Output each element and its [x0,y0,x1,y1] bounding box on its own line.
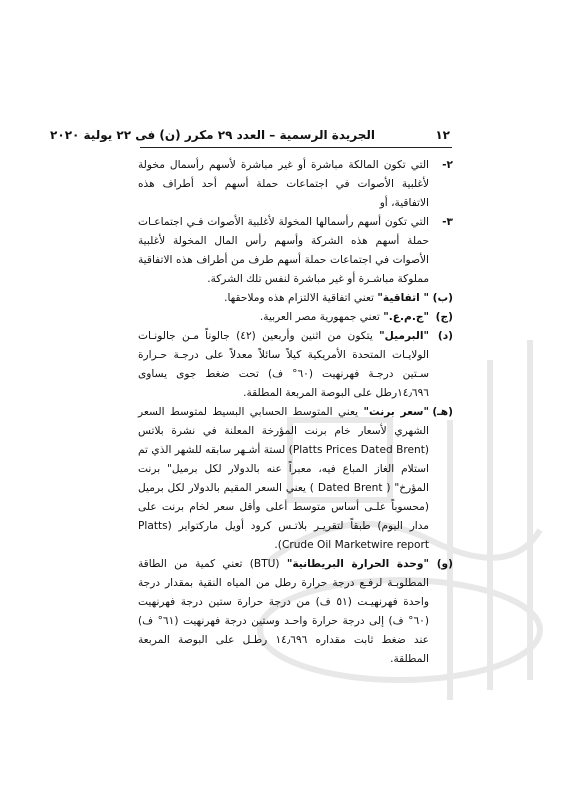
definition-item [138,555,453,669]
definition-item [138,403,453,555]
list-item [138,213,453,289]
item-text: يتكون من اثنين وأربعين (٤٢) جالوناً مـن جالونـات الولايـات المتحدة الأمريكية كيلاً سائلاً معدلاً على درجـة حـرارة سـتين درجـة فهرنهيت (٦٠° ف) تحت ضغط جوى يساوى ١٤٫٦٩٦رطل على البوصة المربعة المطلقة. [138,330,430,399]
definition-item [138,289,453,308]
item-text: يعني المتوسط الحسابي البسيط لمتوسط السعر الشهري لأسعار خام برنت المؤرخة المعلنة في نشرة بلاتس (Platts Prices Dated Brent) لستة أشـهر سابقه للشهر الذي تم استلام الغاز المباع فيه، معبراً عنه بالدولار لكل برميل" برنت المؤرخ" ( Dated Brent ) يعني السعر المقيم بالدولار لكل برميل (محسوباً علـى أساس متوسط أعلى وأقل سعر لخام برنت على مدار اليوم) طبقاً لتقريـر بلاتـس كرود أويل ماركتواير (Platts Crude Oil Marketwire report). [138,406,430,551]
item-text: (BTU) تعني كمية من الطاقة المطلوبـة لرفـع درجة حرارة رطل من المياه النقية بمقدار درجة واحدة فهرنهيـت (٥١ ف) من درجة حرارة ستين درجة فهرنهيت (٦٠° ف) إلى درجة حرارة واحـد وستين درجة فهرنهيت (٦١° ف) عند ضغط ثابت مقداره ١٤٫٦٩٦ رطـل على البوصة المربعة المطلقة. [138,558,429,665]
list-item [138,156,453,213]
item-marker: ٣- [442,216,453,228]
defined-term: "وحدة الحرارة البريطانية" [286,558,429,570]
defined-term: "البرميل" [379,330,429,342]
item-marker: (هـ) [432,406,453,418]
defined-term: "سعر برنت" [363,406,429,418]
definition-item [138,327,453,403]
item-text: التي تكون أسهم رأسمالها المخولة لأغلبية الأصوات فـي اجتماعـات حملة أسهم هذه الشركة وأسهم رأس المال المخولة لأغلبية الأصوات في اجتماعات حملة أسهم طرف من أطراف هذه الاتفاقية مملوكة مباشـرة أو غير مباشرة لنفس تلك الشركة. [138,216,429,285]
item-marker: (د) [437,330,453,342]
definition-item [138,308,453,327]
item-marker: (ب) [432,292,453,304]
header-divider [140,147,452,148]
item-text: التي تكون المالكة مباشرة أو غير مباشرة لأسهم رأسمال مخولة لأغلبية الأصوات في اجتماعات حملة أسهم أحد أطراف هذه الاتفاقية، أو [138,159,429,209]
gazette-title: الجريدة الرسمية – العدد ٢٩ مكرر (ن) فى ٢٢ يولية ٢٠٢٠ [50,128,375,142]
item-marker: (ج) [435,311,453,323]
defined-term: "ج.م.ع." [383,311,429,323]
page-number: ١٢ [435,128,450,142]
defined-term: " اتفاقية" [377,292,429,304]
item-marker: ٢- [442,159,453,171]
document-body [138,156,453,669]
page-header [50,128,450,148]
item-text: تعني اتفاقية الالتزام هذه وملاحقها. [224,292,378,304]
item-text: تعني جمهورية مصر العربية. [259,311,384,323]
item-marker: (و) [436,558,453,570]
